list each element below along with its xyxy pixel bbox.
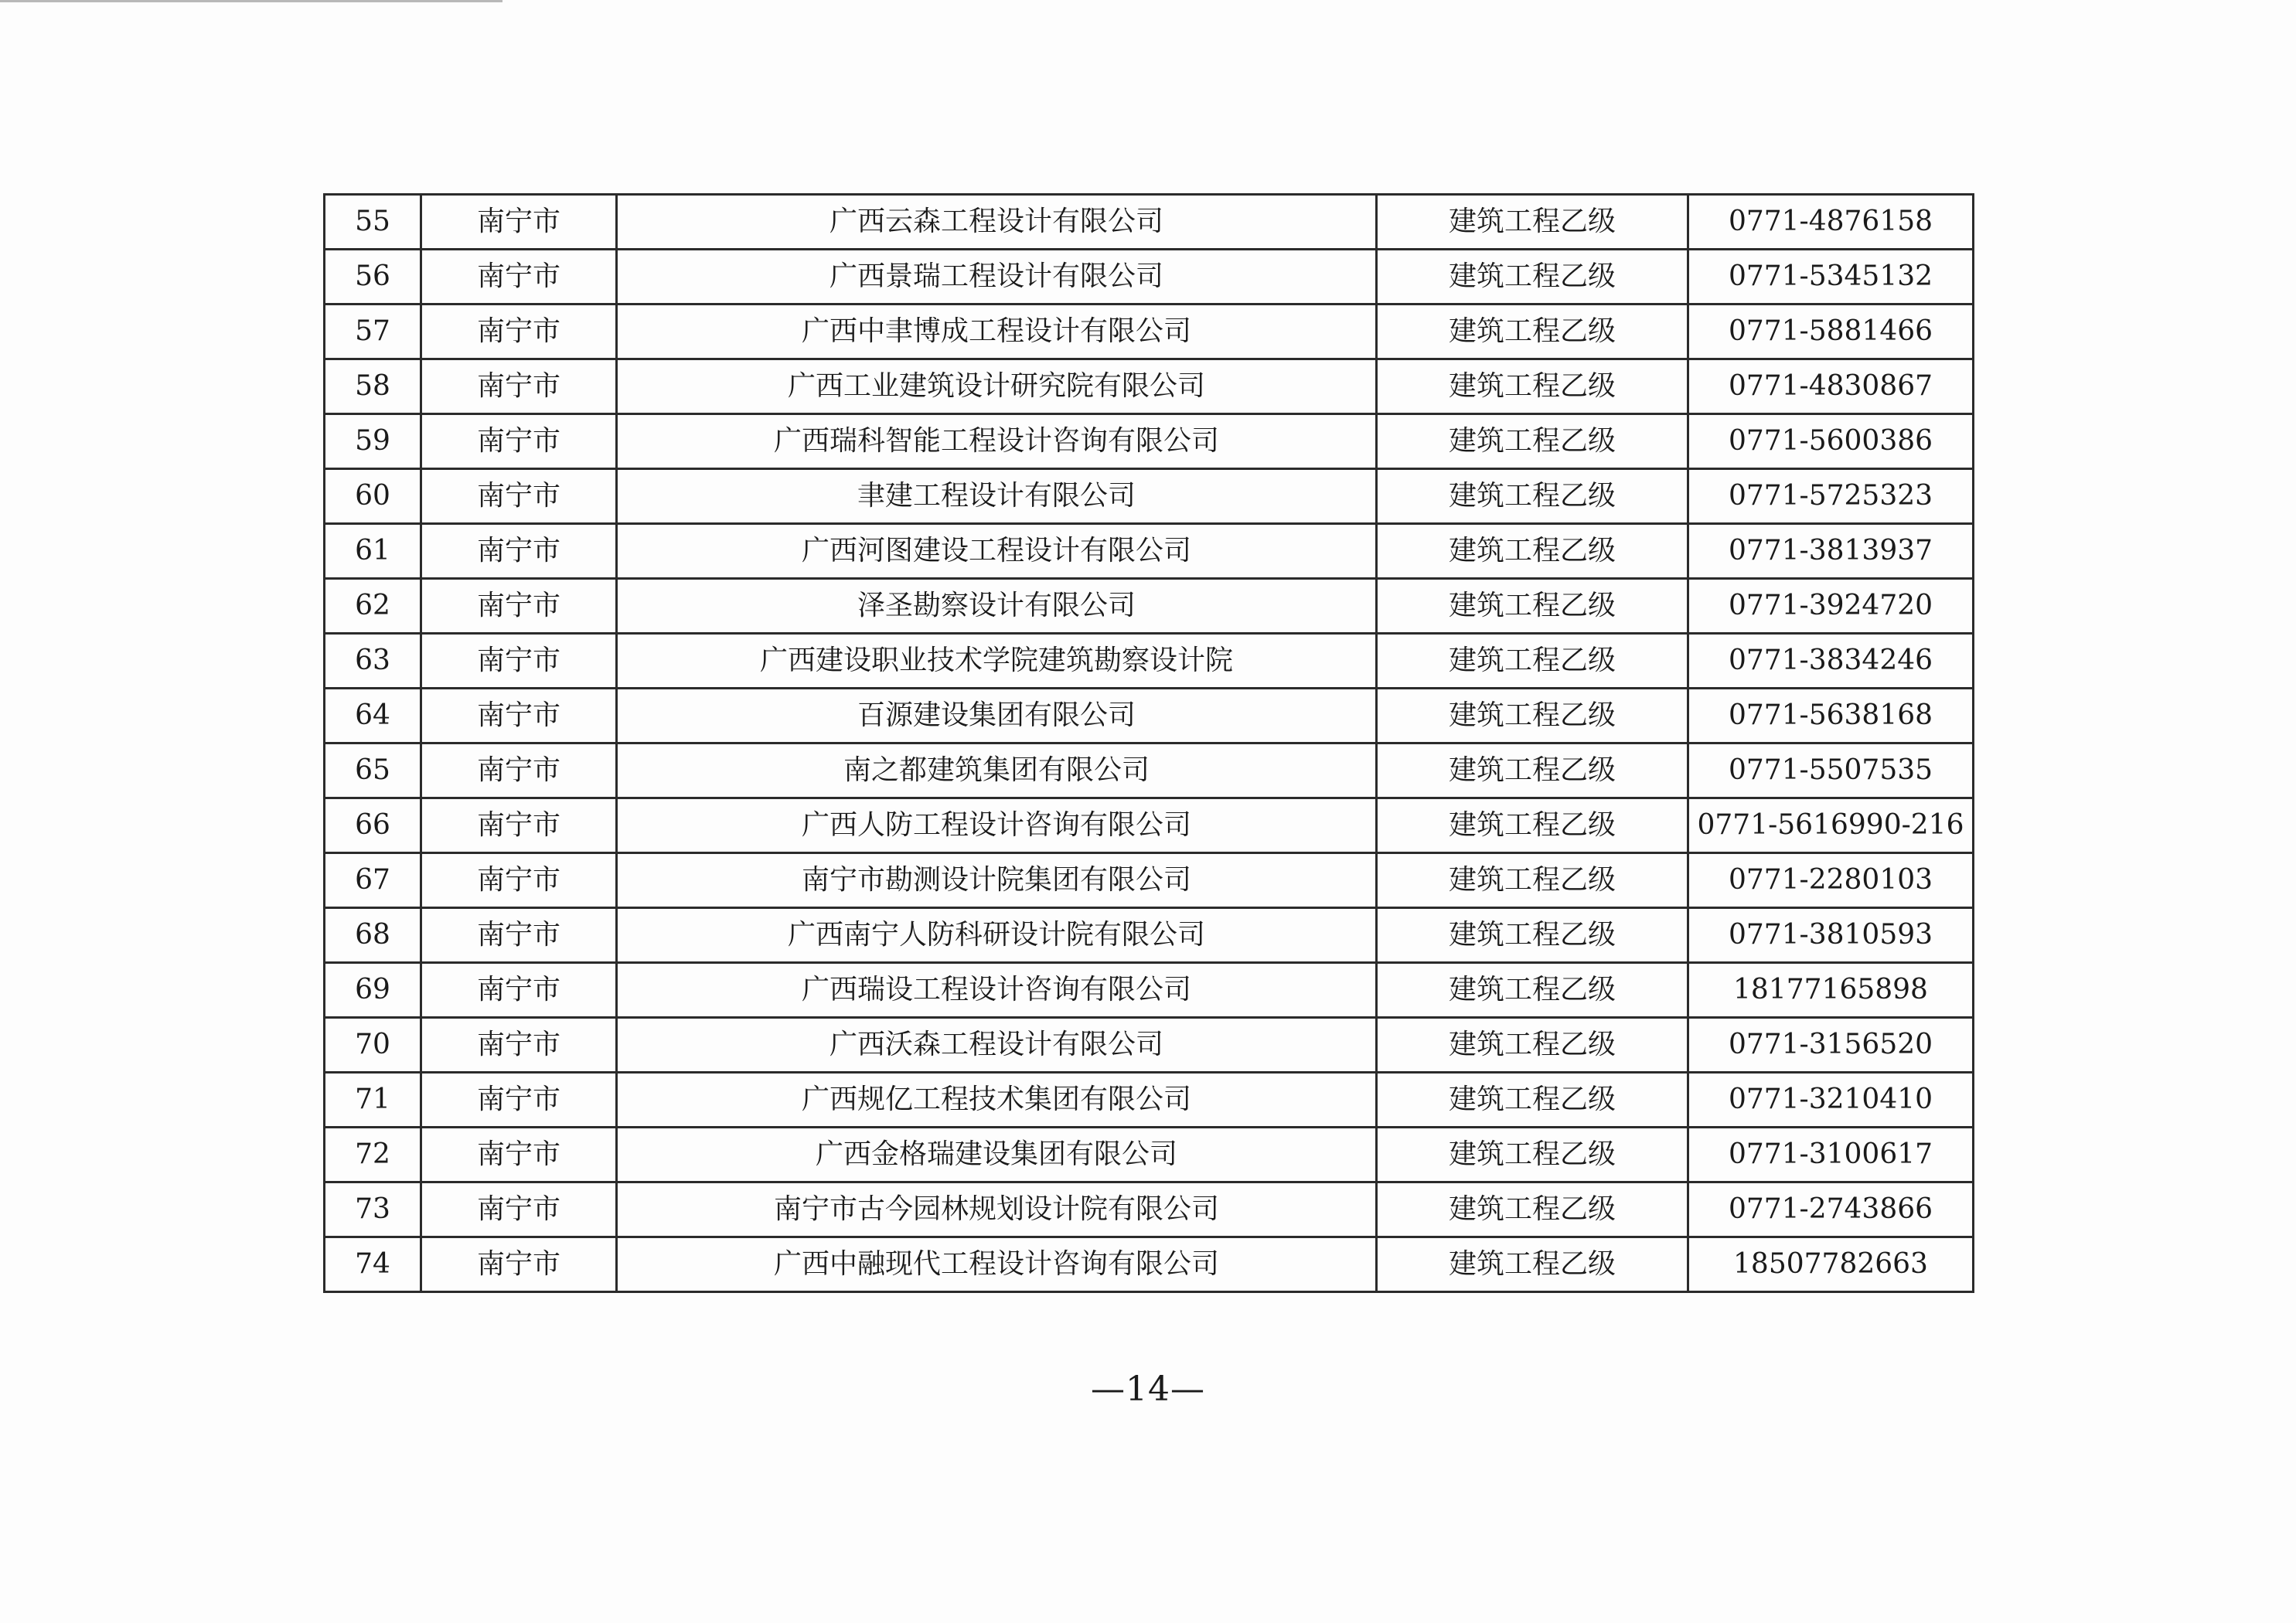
phone-cell: 0771-5725323: [1688, 469, 1974, 524]
company-name-cell: 广西沃森工程设计有限公司: [617, 1018, 1377, 1073]
city-cell: 南宁市: [421, 1182, 617, 1237]
company-name-cell: 广西工业建筑设计研究院有限公司: [617, 359, 1377, 414]
qualification-cell: 建筑工程乙级: [1377, 579, 1688, 634]
phone-cell: 0771-5638168: [1688, 689, 1974, 743]
qualification-cell: 建筑工程乙级: [1377, 743, 1688, 798]
table-row: [325, 634, 1974, 689]
table-row: [325, 579, 1974, 634]
qualification-cell: 建筑工程乙级: [1377, 1073, 1688, 1128]
city-cell: 南宁市: [421, 798, 617, 853]
company-name-cell: 广西瑞设工程设计咨询有限公司: [617, 963, 1377, 1018]
phone-cell: 0771-2280103: [1688, 853, 1974, 908]
company-name-cell: 聿建工程设计有限公司: [617, 469, 1377, 524]
qualification-cell: 建筑工程乙级: [1377, 195, 1688, 250]
phone-cell: 0771-5345132: [1688, 250, 1974, 305]
qualification-cell: 建筑工程乙级: [1377, 1018, 1688, 1073]
city-cell: 南宁市: [421, 1018, 617, 1073]
row-number: 59: [325, 414, 421, 469]
phone-cell: 0771-5616990-216: [1688, 798, 1974, 853]
table-row: [325, 689, 1974, 743]
row-number: 57: [325, 305, 421, 359]
table-row: [325, 469, 1974, 524]
row-number: 67: [325, 853, 421, 908]
row-number: 58: [325, 359, 421, 414]
row-number: 60: [325, 469, 421, 524]
city-cell: 南宁市: [421, 195, 617, 250]
city-cell: 南宁市: [421, 908, 617, 963]
phone-cell: 0771-2743866: [1688, 1182, 1974, 1237]
phone-cell: 0771-3100617: [1688, 1128, 1974, 1182]
phone-cell: 0771-3813937: [1688, 524, 1974, 579]
city-cell: 南宁市: [421, 634, 617, 689]
row-number: 62: [325, 579, 421, 634]
phone-cell: 18507782663: [1688, 1237, 1974, 1292]
city-cell: 南宁市: [421, 305, 617, 359]
table-row: [325, 1018, 1974, 1073]
qualification-cell: 建筑工程乙级: [1377, 359, 1688, 414]
scan-edge-rule: [0, 0, 502, 2]
qualification-cell: 建筑工程乙级: [1377, 963, 1688, 1018]
phone-cell: 0771-3834246: [1688, 634, 1974, 689]
phone-cell: 0771-4830867: [1688, 359, 1974, 414]
row-number: 64: [325, 689, 421, 743]
company-name-cell: 广西建设职业技术学院建筑勘察设计院: [617, 634, 1377, 689]
phone-cell: 0771-3210410: [1688, 1073, 1974, 1128]
city-cell: 南宁市: [421, 743, 617, 798]
phone-cell: 0771-4876158: [1688, 195, 1974, 250]
city-cell: 南宁市: [421, 579, 617, 634]
company-name-cell: 广西河图建设工程设计有限公司: [617, 524, 1377, 579]
company-name-cell: 广西中融现代工程设计咨询有限公司: [617, 1237, 1377, 1292]
row-number: 71: [325, 1073, 421, 1128]
city-cell: 南宁市: [421, 853, 617, 908]
city-cell: 南宁市: [421, 689, 617, 743]
qualification-cell: 建筑工程乙级: [1377, 634, 1688, 689]
row-number: 72: [325, 1128, 421, 1182]
row-number: 63: [325, 634, 421, 689]
row-number: 74: [325, 1237, 421, 1292]
company-name-cell: 广西瑞科智能工程设计咨询有限公司: [617, 414, 1377, 469]
phone-cell: 0771-5881466: [1688, 305, 1974, 359]
qualification-cell: 建筑工程乙级: [1377, 1128, 1688, 1182]
row-number: 66: [325, 798, 421, 853]
city-cell: 南宁市: [421, 250, 617, 305]
table-row: [325, 908, 1974, 963]
company-name-cell: 广西金格瑞建设集团有限公司: [617, 1128, 1377, 1182]
qualification-cell: 建筑工程乙级: [1377, 853, 1688, 908]
company-name-cell: 广西景瑞工程设计有限公司: [617, 250, 1377, 305]
row-number: 61: [325, 524, 421, 579]
company-name-cell: 南宁市勘测设计院集团有限公司: [617, 853, 1377, 908]
table-row: [325, 1073, 1974, 1128]
company-table: [323, 193, 1974, 1293]
phone-cell: 0771-5507535: [1688, 743, 1974, 798]
phone-cell: 18177165898: [1688, 963, 1974, 1018]
qualification-cell: 建筑工程乙级: [1377, 1182, 1688, 1237]
table-row: [325, 1182, 1974, 1237]
table-row: [325, 963, 1974, 1018]
row-number: 68: [325, 908, 421, 963]
qualification-cell: 建筑工程乙级: [1377, 1237, 1688, 1292]
city-cell: 南宁市: [421, 1237, 617, 1292]
city-cell: 南宁市: [421, 414, 617, 469]
qualification-cell: 建筑工程乙级: [1377, 250, 1688, 305]
phone-cell: 0771-3810593: [1688, 908, 1974, 963]
table-row: [325, 250, 1974, 305]
company-name-cell: 广西中聿博成工程设计有限公司: [617, 305, 1377, 359]
company-name-cell: 广西规亿工程技术集团有限公司: [617, 1073, 1377, 1128]
phone-cell: 0771-5600386: [1688, 414, 1974, 469]
city-cell: 南宁市: [421, 963, 617, 1018]
city-cell: 南宁市: [421, 1128, 617, 1182]
company-name-cell: 广西人防工程设计咨询有限公司: [617, 798, 1377, 853]
table-row: [325, 524, 1974, 579]
company-name-cell: 泽圣勘察设计有限公司: [617, 579, 1377, 634]
qualification-cell: 建筑工程乙级: [1377, 798, 1688, 853]
page-number: —14—: [1091, 1370, 1205, 1409]
qualification-cell: 建筑工程乙级: [1377, 908, 1688, 963]
qualification-cell: 建筑工程乙级: [1377, 414, 1688, 469]
qualification-cell: 建筑工程乙级: [1377, 305, 1688, 359]
table-row: [325, 1128, 1974, 1182]
company-name-cell: 南之都建筑集团有限公司: [617, 743, 1377, 798]
row-number: 65: [325, 743, 421, 798]
city-cell: 南宁市: [421, 1073, 617, 1128]
table-row: [325, 195, 1974, 250]
row-number: 55: [325, 195, 421, 250]
phone-cell: 0771-3156520: [1688, 1018, 1974, 1073]
table-row: [325, 305, 1974, 359]
company-table-body: [325, 195, 1974, 1292]
qualification-cell: 建筑工程乙级: [1377, 689, 1688, 743]
company-name-cell: 百源建设集团有限公司: [617, 689, 1377, 743]
row-number: 73: [325, 1182, 421, 1237]
qualification-cell: 建筑工程乙级: [1377, 524, 1688, 579]
table-row: [325, 798, 1974, 853]
row-number: 70: [325, 1018, 421, 1073]
city-cell: 南宁市: [421, 469, 617, 524]
qualification-cell: 建筑工程乙级: [1377, 469, 1688, 524]
phone-cell: 0771-3924720: [1688, 579, 1974, 634]
table-row: [325, 743, 1974, 798]
table-row: [325, 359, 1974, 414]
row-number: 56: [325, 250, 421, 305]
city-cell: 南宁市: [421, 359, 617, 414]
company-name-cell: 广西南宁人防科研设计院有限公司: [617, 908, 1377, 963]
table-row: [325, 1237, 1974, 1292]
company-name-cell: 广西云森工程设计有限公司: [617, 195, 1377, 250]
table-row: [325, 853, 1974, 908]
company-name-cell: 南宁市古今园林规划设计院有限公司: [617, 1182, 1377, 1237]
city-cell: 南宁市: [421, 524, 617, 579]
table-row: [325, 414, 1974, 469]
row-number: 69: [325, 963, 421, 1018]
